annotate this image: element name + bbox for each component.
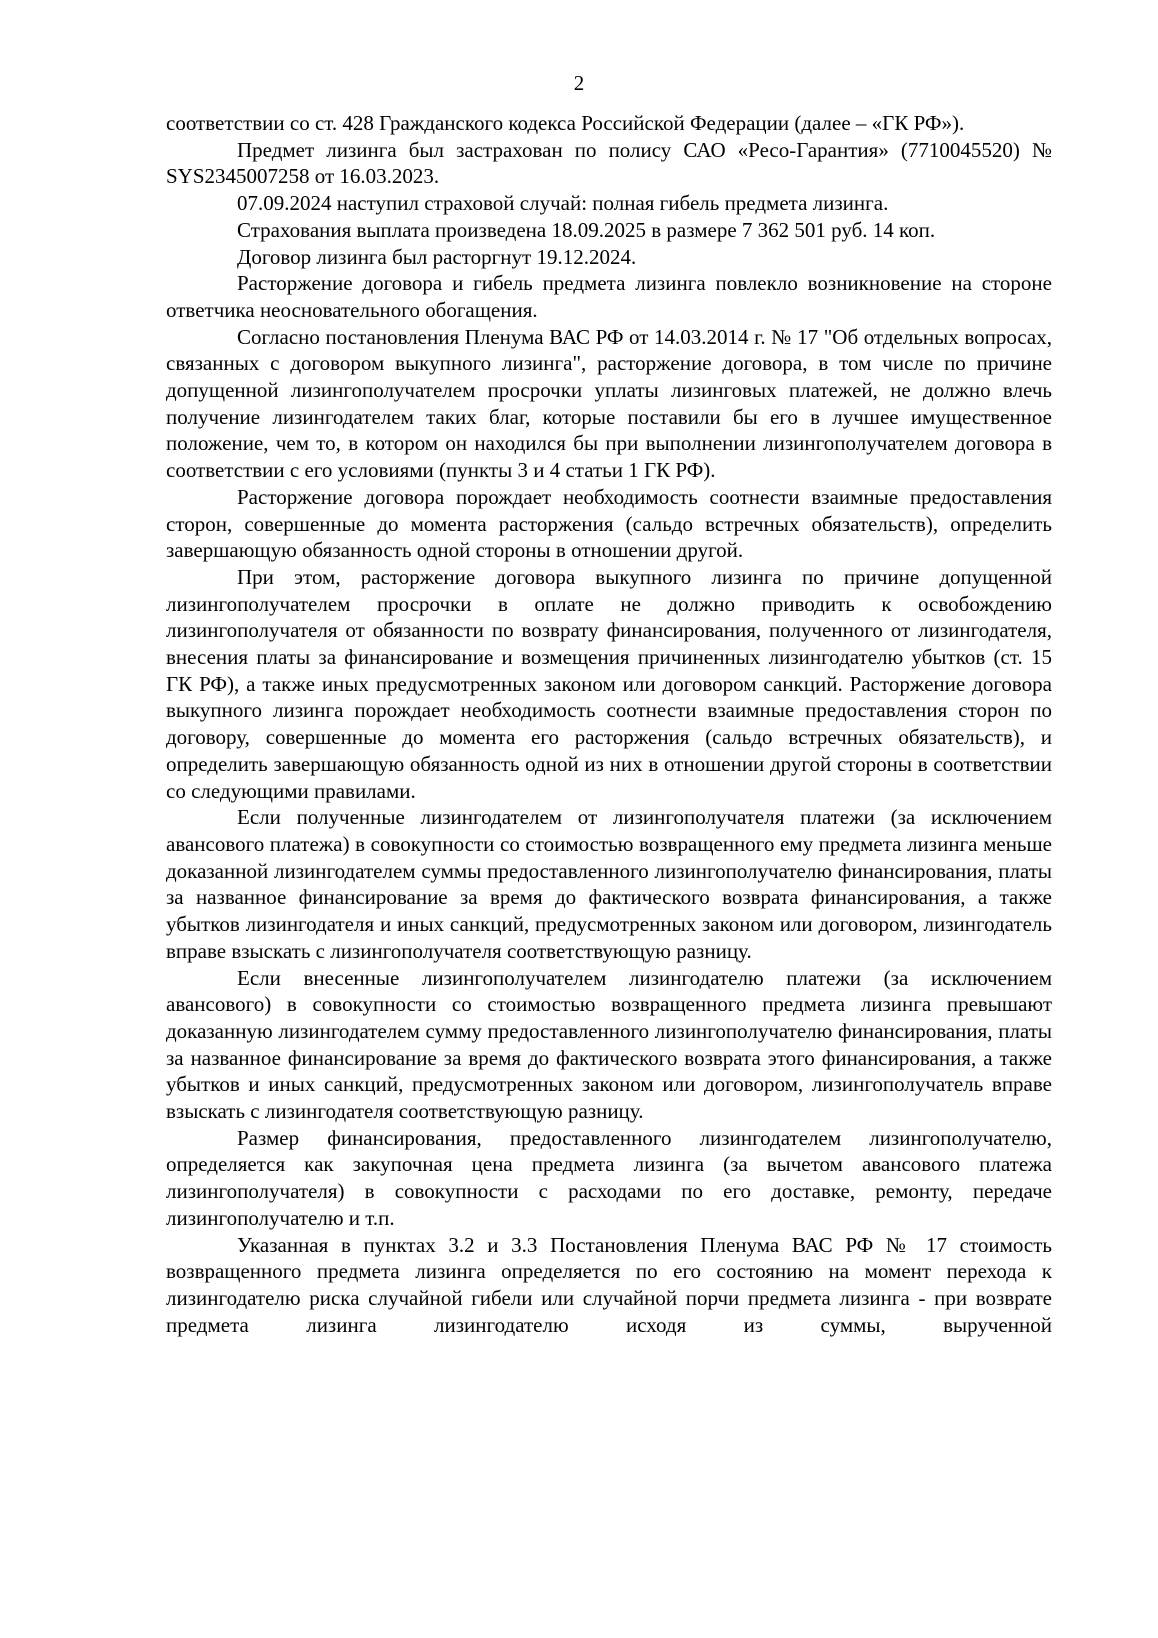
paragraph-insurance-payment: Страхования выплата произведена 18.09.2025 в размере 7 362 501 руб. 14 коп. [237,217,936,242]
paragraph-termination-rules: При этом, расторжение договора выкупного лизинга по причине допущенной лизингополучателем просрочки в оплате не должно приводить к освобождению лизингополучателя от обязанности по возврату финансирования, полученного от лизингодателя, внесения платы за финансирование и возмещения причиненных лизингодателю убытков (ст. 15 ГК РФ), а также иных предусмотренных законом или договором санкций. Расторжение договора выкупного лизинга порождает необходимость соотнести взаимные предоставления сторон по договору, совершенные до момента его расторжения (сальдо встречных обязательств), и определить завершающую обязанность одной из них в отношении другой стороны в соответствии со следующими правилами. [166,564,1052,803]
paragraph-continuation: соответствии со ст. 428 Гражданского кодекса Российской Федерации (далее – «ГК РФ»). [166,111,965,135]
paragraph-financing-amount: Размер финансирования, предоставленного лизингодателем лизингополучателю, определяется как закупочная цена предмета лизинга (за вычетом авансового платежа лизингополучателя) в совокупности с расходами по его доставке, ремонту, передаче лизингополучателю и т.п. [166,1125,1052,1230]
paragraph-plenum-resolution: Согласно постановления Пленума ВАС РФ от 14.03.2014 г. № 17 "Об отдельных вопросах, связанных с договором выкупного лизинга", расторжение договора, в том числе по причине допущенной лизингополучателем просрочки уплаты лизинговых платежей, не должно влечь получение лизингодателем таких благ, которые поставили бы его в лучшее имущественное положение, чем то, в котором он находился бы при выполнении лизингополучателем договора в соответствии с его условиями (пункты 3 и 4 статьи 1 ГК РФ). [166,324,1052,483]
paragraph-lessor-claim: Если полученные лизингодателем от лизингополучателя платежи (за исключением авансового платежа) в совокупности со стоимостью возвращенного ему предмета лизинга меньше доказанной лизингодателем суммы предоставленного лизингополучателю финансирования, платы за названное финансирование за время до фактического возврата финансирования, а также убытков лизингодателя и иных санкций, предусмотренных законом или договором, лизингодатель вправе взыскать с лизингополучателя соответствующую разницу. [166,805,1052,963]
paragraph-mutual-obligations: Расторжение договора порождает необходимость соотнести взаимные предоставления сторон, совершенные до момента расторжения (сальдо встречных обязательств), определить завершающую обязанность одной стороны в отношении другой. [166,484,1052,563]
paragraph-insurance-policy: Предмет лизинга был застрахован по полису САО «Ресо-Гарантия» (7710045520) № SYS2345007258 от 16.03.2023. [166,137,1052,189]
paragraph-lessee-claim: Если внесенные лизингополучателем лизингодателю платежи (за исключением авансового) в совокупности со стоимостью возвращенного предмета лизинга превышают доказанную лизингодателем сумму предоставленного лизингополучателю финансирования, платы за названное финансирование за время до фактического возврата этого финансирования, а также убытков и иных санкций, предусмотренных законом или договором, лизингополучатель вправе взыскать с лизингодателя соответствующую разницу. [166,965,1052,1124]
page-number: 2 [573,71,585,95]
paragraph-returned-value: Указанная в пунктах 3.2 и 3.3 Постановления Пленума ВАС РФ № 17 стоимость возвращенного предмета лизинга определяется по его состоянию на момент перехода к лизингодателю риска случайной гибели или случайной порчи предмета лизинга - при возврате предмета лизинга лизингодателю исходя из суммы, вырученной [166,1232,1052,1337]
paragraph-unjust-enrichment: Расторжение договора и гибель предмета лизинга повлекло возникновение на стороне ответчика неосновательного обогащения. [166,271,1052,322]
document-body [166,110,1052,1338]
paragraph-contract-termination: Договор лизинга был расторгнут 19.12.2024. [237,244,637,269]
paragraph-insured-event: 07.09.2024 наступил страховой случай: полная гибель предмета лизинга. [237,191,889,216]
